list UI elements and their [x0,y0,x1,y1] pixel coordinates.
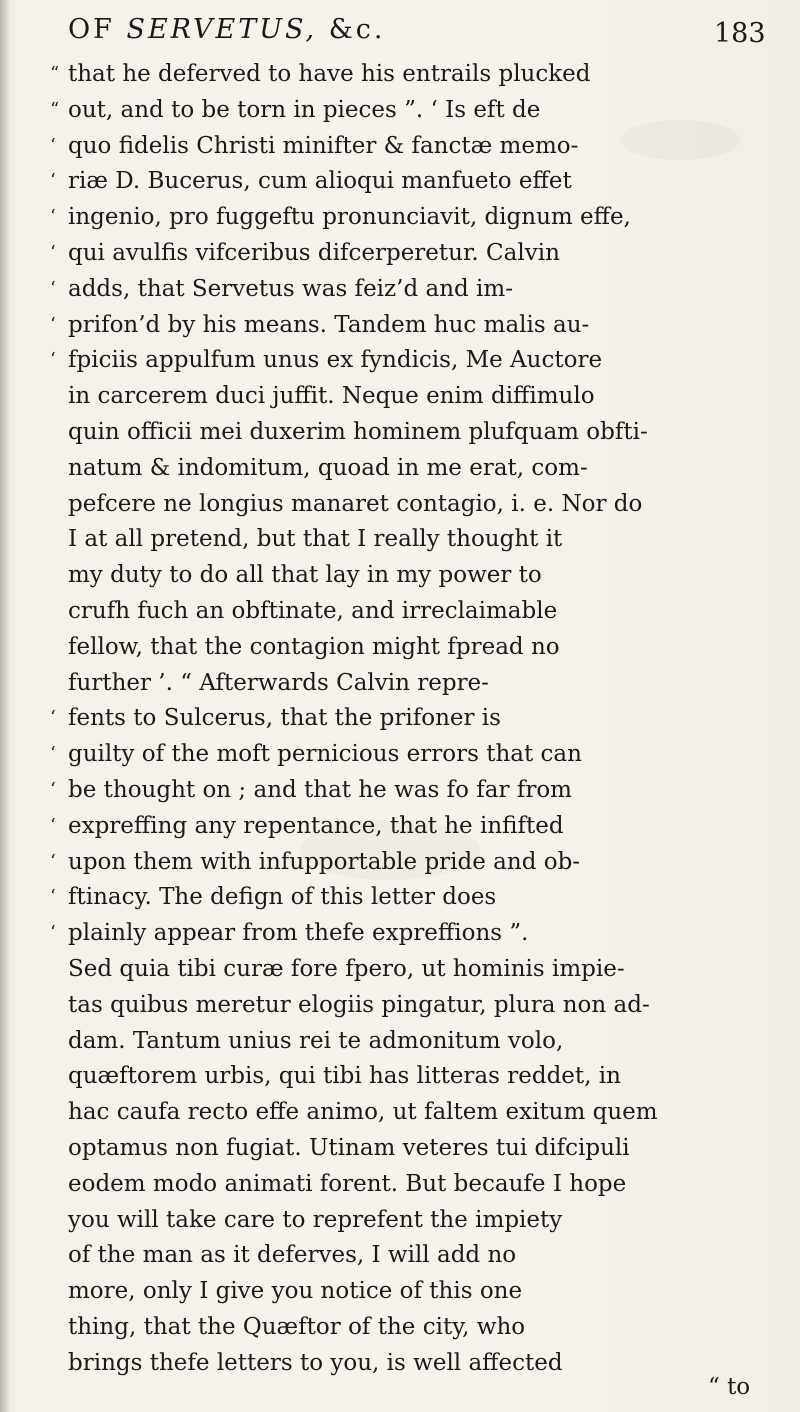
text-line [50,488,780,520]
margin-quote-mark: ‘ [50,886,56,907]
running-head-italic: SERVETUS, [126,14,318,45]
line-text: in carcerem duci juffit. Neque enim diffimulo [68,383,595,409]
text-line [50,130,780,162]
margin-quote-mark: ‘ [50,922,56,943]
text-line [50,810,780,842]
margin-quote-mark: ‘ [50,779,56,800]
text-line [50,1347,780,1379]
line-text: qui avulfis vifceribus difcerperetur. Calvin [68,240,560,266]
line-text: more, only I give you notice of this one [68,1278,523,1304]
margin-quote-mark: ‘ [50,242,56,263]
margin-quote-mark: ‘ [50,170,56,191]
text-line [50,702,780,734]
line-text: pefcere ne longius manaret contagio, i. e. Nor do [68,491,643,517]
line-text: quo fidelis Christi minifter & fanctæ memo- [68,133,579,159]
margin-quote-mark: “ [50,63,60,84]
line-text: out, and to be torn in pieces ”. ‘ Is eft de [68,97,541,123]
line-text: fpiciis appulfum unus ex fyndicis, Me Auctore [68,347,603,373]
margin-quote-mark: ‘ [50,349,56,370]
margin-quote-mark: ‘ [50,707,56,728]
line-text: further ’. “ Afterwards Calvin repre- [68,670,489,696]
line-text: upon them with infupportable pride and ob- [68,849,581,875]
text-line [50,667,780,699]
text-line [50,237,780,269]
line-text: ftinacy. The defign of this letter does [68,884,497,910]
text-line [50,523,780,555]
text-line [50,416,780,448]
text-line [50,1275,780,1307]
gutter-shadow [0,0,10,1412]
line-text: of the man as it deferves, I will add no [68,1242,517,1268]
text-line [50,309,780,341]
text-line [50,1096,780,1128]
margin-quote-mark: “ [50,99,60,120]
line-text: optamus non fugiat. Utinam veteres tui difcipuli [68,1135,630,1161]
line-text: I at all pretend, but that I really thought it [68,526,563,552]
line-text: fents to Sulcerus, that the prifoner is [68,705,501,731]
text-line [50,559,780,591]
text-line [50,631,780,663]
line-text: eodem modo animati forent. But becaufe I hope [68,1171,627,1197]
margin-quote-mark: ‘ [50,314,56,335]
line-text: prifon’d by his means. Tandem huc malis au- [68,312,590,338]
margin-quote-mark: ‘ [50,743,56,764]
line-text: crufh fuch an obftinate, and irreclaimable [68,598,558,624]
margin-quote-mark: ‘ [50,278,56,299]
text-line [50,201,780,233]
line-text: plainly appear from thefe expreffions ”. [68,920,529,946]
line-text: you will take care to reprefent the impiety [68,1207,563,1233]
margin-quote-mark: ‘ [50,851,56,872]
line-text: my duty to do all that lay in my power to [68,562,542,588]
line-text: dam. Tantum unius rei te admonitum volo, [68,1028,564,1054]
line-text: guilty of the moft pernicious errors that can [68,741,582,767]
line-text: thing, that the Quæftor of the city, who [68,1314,526,1340]
text-line [50,58,780,90]
line-text: expreffing any repentance, that he infifted [68,813,564,839]
line-text: fellow, that the contagion might fpread no [68,634,560,660]
line-text: natum & indomitum, quoad in me erat, com- [68,455,588,481]
line-text: quin officii mei duxerim hominem plufquam obfti- [68,419,648,445]
text-line [50,881,780,913]
line-text: be thought on ; and that he was fo far from [68,777,572,803]
text-line [50,1311,780,1343]
text-line [50,1025,780,1057]
text-line [50,1168,780,1200]
text-line [50,917,780,949]
text-line [50,1239,780,1271]
margin-quote-mark: ‘ [50,815,56,836]
running-head-suffix: &c. [328,14,386,45]
running-head-prefix: OF [68,14,115,45]
text-line [50,452,780,484]
line-text: brings thefe letters to you, is well affected [68,1350,563,1376]
line-text: adds, that Servetus was feiz’d and im- [68,276,513,302]
page-number: 183 [714,18,766,49]
text-line [50,738,780,770]
text-line [50,595,780,627]
line-text: riæ D. Bucerus, cum alioqui manfueto effet [68,168,572,194]
text-line [50,344,780,376]
text-line [50,774,780,806]
margin-quote-mark: ‘ [50,206,56,227]
text-line [50,1132,780,1164]
catchword: “ to [708,1374,751,1400]
text-line [50,94,780,126]
text-line [50,953,780,985]
text-line [50,846,780,878]
text-line [50,165,780,197]
line-text: ingenio, pro fuggeftu pronunciavit, dignum effe, [68,204,631,230]
text-line [50,989,780,1021]
text-line [50,1060,780,1092]
margin-quote-mark: ‘ [50,135,56,156]
line-text: hac caufa recto effe animo, ut faltem exitum quem [68,1099,658,1125]
running-head [68,14,768,58]
line-text: tas quibus meretur elogiis pingatur, plura non ad- [68,992,650,1018]
running-head-title [68,14,385,45]
text-line [50,380,780,412]
text-line [50,1204,780,1236]
line-text: quæftorem urbis, qui tibi has litteras reddet, in [68,1063,621,1089]
text-line [50,273,780,305]
line-text: Sed quia tibi curæ fore fpero, ut hominis impie- [68,956,625,982]
line-text: that he deferved to have his entrails plucked [68,61,591,87]
